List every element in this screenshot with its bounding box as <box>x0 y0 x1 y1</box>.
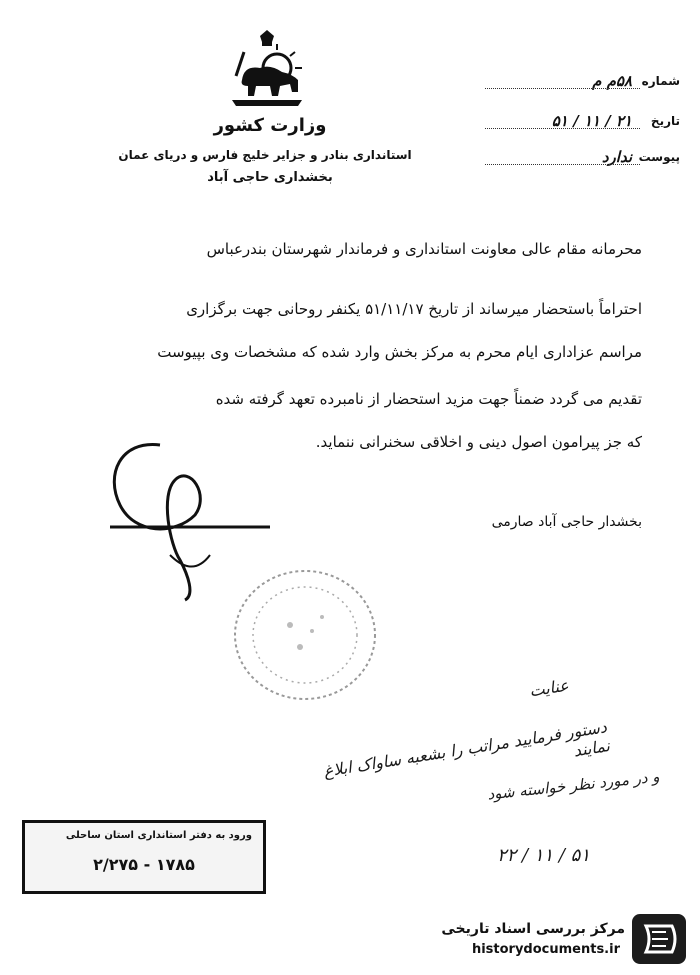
district-title: بخشداری حاجی آباد <box>207 170 333 185</box>
date-label: تاریخ <box>650 114 680 128</box>
attachment-value: ندارد <box>601 148 632 166</box>
letter-attachment-row <box>480 148 680 170</box>
official-round-seal <box>230 565 380 705</box>
letter-line-4: که جز پیرامون اصول دینی و اخلاقی سخنرانی ننماید. <box>315 433 642 451</box>
attachment-label: پیوست <box>638 150 680 164</box>
ministry-title: وزارت کشور <box>213 115 327 136</box>
archive-logo-icon <box>632 914 686 964</box>
letter-salutation: محرمانه مقام عالی معاونت استانداری و فرماندار شهرستان بندرعباس <box>206 240 642 258</box>
date-value: ۲۱ / ۱۱ / ۵۱ <box>551 112 632 130</box>
governorate-title: استانداری بنادر و جزایر خلیج فارس و دریای عمان <box>118 148 412 162</box>
handwritten-note-1: عنایت <box>528 675 570 701</box>
number-value: ۵۸م م <box>592 72 632 90</box>
lion-and-sun-emblem-icon <box>222 30 312 110</box>
handwritten-note-3: و در مورد نظر خواسته شود <box>486 767 661 804</box>
archive-name: مرکز بررسی اسناد تاریخی <box>441 921 625 937</box>
receipt-stamp-title: ورود به دفتر استانداری استان ساحلی <box>65 830 252 841</box>
handwritten-date: ۲۲ / ۱۱ / ۵۱ <box>496 845 590 866</box>
letter-date-row <box>480 112 680 134</box>
handwritten-note-2: دستور فرمایید مراتب را بشعبه ساواک ابلاغ نمایند <box>322 717 612 781</box>
letter-line-3: تقدیم می گردد ضمناً جهت مزید استحضار از نامبرده تعهد گرفته شده <box>215 390 642 408</box>
letter-line-2: مراسم عزاداری ایام محرم به مرکز بخش وارد شده که مشخصات وی بپیوست <box>157 343 642 361</box>
receipt-stamp-number: ۲/۲۷۵ - ۱۷۸۵ <box>93 855 195 874</box>
attachment-dotted-line <box>485 164 640 165</box>
archive-url: historydocuments.ir <box>471 942 620 957</box>
date-dotted-line <box>485 128 640 129</box>
letter-signoff: بخشدار حاجی آباد صارمی <box>491 514 642 530</box>
letter-line-1: احتراماً باستحضار میرساند از تاریخ ۵۱/۱۱/۱۷ یکنفر روحانی جهت برگزاری <box>186 300 642 318</box>
letter-number-row <box>480 72 680 94</box>
number-label: شماره <box>641 74 680 88</box>
number-dotted-line <box>485 88 640 89</box>
